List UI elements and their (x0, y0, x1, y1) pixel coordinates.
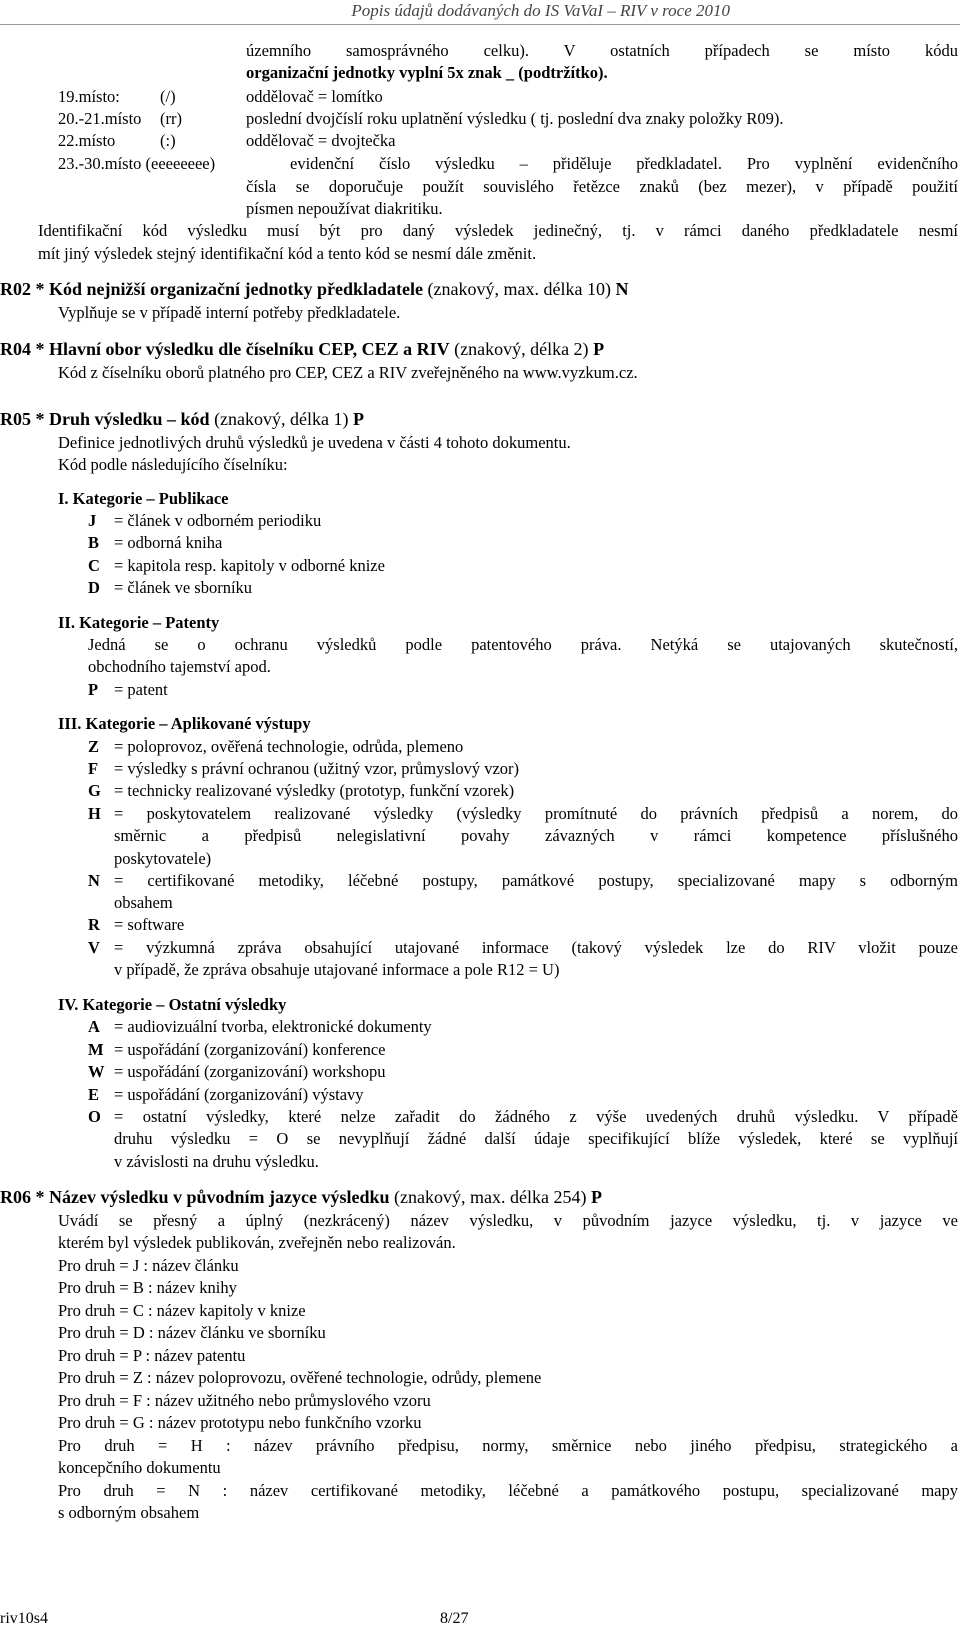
header-title: Popis údajů dodávaných do IS VaVaI – RIV v roce 2010 (351, 1, 730, 20)
item-symbol: (/) (160, 87, 176, 106)
list-item: Pro druh = N : název certifikované metodiky, léčebné a památkového postupu, specializované mapy (58, 1481, 958, 1500)
code-text: v případě, že zpráva obsahuje utajované informace a pole R12 = U) (114, 960, 560, 979)
code-letter: O (88, 1107, 101, 1126)
code-text: = článek ve sborníku (114, 578, 253, 597)
code-text: = audiovizuální tvorba, elektronické dokumenty (114, 1017, 432, 1036)
section-desc: kterém byl výsledek publikován, zveřejněn nebo realizován. (58, 1233, 456, 1252)
item-position: 19.místo: (58, 87, 120, 106)
text-line: územního samosprávného celku). V ostatních případech se místo kódu (246, 41, 958, 60)
section-desc: Uvádí se přesný a úplný (nezkrácený) název výsledku, v původním jazyce výsledku, tj. v jazyce ve (58, 1211, 958, 1230)
code-letter: N (88, 871, 100, 890)
code-item (0, 1061, 960, 1083)
item-desc: písmen nepoužívat diakritiku. (246, 199, 443, 218)
code-item (0, 1084, 960, 1106)
text-line: Identifikační kód výsledku musí být pro daný výsledek jedinečný, tj. v rámci daného předkladatele nesmí (38, 221, 958, 240)
section-name: Hlavní obor výsledku dle číselníku CEP, CEZ a RIV (49, 339, 450, 359)
section-heading-r05 (0, 408, 364, 430)
list-item: Pro druh = B : název knihy (58, 1278, 237, 1297)
item-position: 20.-21.místo (58, 109, 142, 128)
code-item (0, 780, 960, 802)
list-item: Pro druh = G : název prototypu nebo funkčního vzorku (58, 1413, 422, 1432)
code-text: směrnic a předpisů nelegislativní povahy závazných v rámci kompetence příslušného (114, 826, 958, 845)
section-desc: Kód podle následujícího číselníku: (58, 455, 288, 474)
section-desc: Definice jednotlivých druhů výsledků je uvedena v části 4 tohoto dokumentu. (58, 433, 571, 452)
code-text: = uspořádání (zorganizování) konference (114, 1040, 386, 1059)
item-desc: oddělovač = dvojtečka (246, 131, 396, 150)
code-text: = technicky realizované výsledky (prototyp, funkční vzorek) (114, 781, 515, 800)
section-flag: N (615, 279, 629, 299)
code-letter: R (88, 915, 100, 934)
code-item (0, 736, 960, 758)
section-flag: P (353, 409, 365, 429)
code-letter: M (88, 1040, 104, 1059)
item-symbol: (rr) (160, 109, 182, 128)
page-header (0, 0, 960, 22)
code-item (0, 510, 960, 532)
code-item (0, 914, 960, 936)
list-item: Pro druh = H : název právního předpisu, normy, směrnice nebo jiného předpisu, strategického a (58, 1436, 958, 1455)
code-letter: Z (88, 737, 100, 756)
code-letter: P (88, 680, 99, 699)
list-item: Pro druh = P : název patentu (58, 1346, 246, 1365)
list-item (0, 86, 960, 108)
section-heading-r02 (0, 278, 628, 300)
item-desc: oddělovač = lomítko (246, 87, 383, 106)
code-text: poskytovatele) (114, 849, 212, 868)
code-item (0, 532, 960, 554)
code-text: = článek v odborném periodiku (114, 511, 322, 530)
header-rule (0, 24, 960, 25)
section-flag: P (593, 339, 605, 359)
list-item (0, 130, 960, 152)
code-letter: J (88, 511, 97, 530)
footer-doc-id: riv10s4 (0, 1610, 48, 1627)
category-desc: obchodního tajemství apod. (88, 657, 271, 676)
section-name: Kód nejnižší organizační jednotky předkladatele (49, 279, 424, 299)
list-item (0, 108, 960, 130)
code-text: obsahem (114, 893, 173, 912)
section-desc: Vyplňuje se v případě interní potřeby předkladatele. (58, 303, 401, 322)
section-type: (znakový, délka 2) (454, 339, 589, 359)
section-heading-r06 (0, 1186, 602, 1208)
text-line: mít jiný výsledek stejný identifikační kód a tento kód se nesmí dále změnit. (38, 244, 537, 263)
item-desc: poslední dvojčíslí roku uplatnění výsledku ( tj. poslední dva znaky položky R09). (246, 109, 784, 128)
code-item (0, 1039, 960, 1061)
footer-page-number: 8/27 (440, 1610, 469, 1627)
code-letter: D (88, 578, 100, 597)
code-item (0, 1016, 960, 1038)
code-text: = uspořádání (zorganizování) výstavy (114, 1085, 364, 1104)
code-text: = výzkumná zpráva obsahující utajované informace (takový výsledek lze do RIV vložit pouze (114, 938, 958, 957)
code-letter: C (88, 556, 100, 575)
text-line: organizační jednotky vyplní 5x znak _ (podtržítko). (246, 63, 608, 82)
category-title: IV. Kategorie – Ostatní výsledky (58, 995, 287, 1014)
code-text: = odborná kniha (114, 533, 223, 552)
section-type: (znakový, max. délka 10) (427, 279, 611, 299)
code-item (0, 758, 960, 780)
code-letter: H (88, 804, 101, 823)
code-letter: V (88, 938, 100, 957)
code-text: = poloprovoz, ověřená technologie, odrůda, plemeno (114, 737, 464, 756)
code-item (0, 679, 960, 701)
list-item: Pro druh = C : název kapitoly v knize (58, 1301, 306, 1320)
code-text: druhu výsledku = O se nevyplňují žádné další údaje specifikující blíže výsledek, které se vyplňují (114, 1129, 958, 1148)
list-item: koncepčního dokumentu (58, 1458, 221, 1477)
code-item (0, 555, 960, 577)
code-letter: G (88, 781, 101, 800)
item-desc: evidenční číslo výsledku – přiděluje předkladatel. Pro vyplnění evidenčního (290, 154, 958, 173)
section-type: (znakový, délka 1) (214, 409, 349, 429)
code-item (0, 577, 960, 599)
section-name: Název výsledku v původním jazyce výsledku (49, 1187, 390, 1207)
item-symbol: (:) (160, 131, 176, 150)
code-letter: B (88, 533, 100, 552)
section-code: R06 * (0, 1187, 45, 1207)
code-letter: A (88, 1017, 100, 1036)
code-letter: W (88, 1062, 105, 1081)
code-text: = poskytovatelem realizované výsledky (výsledky promítnuté do právních předpisů a norem, do (114, 804, 958, 823)
list-item: Pro druh = F : název užitného nebo průmyslového vzoru (58, 1391, 431, 1410)
category-title: III. Kategorie – Aplikované výstupy (58, 714, 311, 733)
list-item: Pro druh = Z : název poloprovozu, ověřené technologie, odrůdy, plemene (58, 1368, 542, 1387)
code-text: = certifikované metodiky, léčebné postupy, památkové postupy, specializované mapy s odborným (114, 871, 958, 890)
section-code: R02 * (0, 279, 45, 299)
list-item: Pro druh = D : název článku ve sborníku (58, 1323, 326, 1342)
section-heading-r04 (0, 338, 604, 360)
section-type: (znakový, max. délka 254) (394, 1187, 587, 1207)
code-text: = software (114, 915, 185, 934)
item-desc: čísla se doporučuje použít souvislého řetězce znaků (bez mezer), v případě použití (246, 177, 958, 196)
category-title: II. Kategorie – Patenty (58, 613, 220, 632)
code-text: v závislosti na druhu výsledku. (114, 1152, 319, 1171)
section-flag: P (590, 1187, 602, 1207)
code-text: = výsledky s právní ochranou (užitný vzor, průmyslový vzor) (114, 759, 520, 778)
item-position: 23.-30.místo (eeeeeeee) (58, 154, 216, 173)
code-letter: F (88, 759, 99, 778)
code-letter: E (88, 1085, 100, 1104)
item-position: 22.místo (58, 131, 116, 150)
section-name: Druh výsledku – kód (49, 409, 210, 429)
code-text: = uspořádání (zorganizování) workshopu (114, 1062, 386, 1081)
code-text: = patent (114, 680, 168, 699)
section-desc: Kód z číselníku oborů platného pro CEP, CEZ a RIV zveřejněného na www.vyzkum.cz. (58, 363, 638, 382)
list-item: Pro druh = J : název článku (58, 1256, 239, 1275)
category-title: I. Kategorie – Publikace (58, 489, 229, 508)
code-text: = kapitola resp. kapitoly v odborné knize (114, 556, 385, 575)
section-code: R05 * (0, 409, 45, 429)
section-code: R04 * (0, 339, 45, 359)
category-desc: Jedná se o ochranu výsledků podle patentového práva. Netýká se utajovaných skutečností, (88, 635, 958, 654)
list-item: s odborným obsahem (58, 1503, 200, 1522)
code-text: = ostatní výsledky, které nelze zařadit do žádného z výše uvedených druhů výsledku. V případě (114, 1107, 958, 1126)
